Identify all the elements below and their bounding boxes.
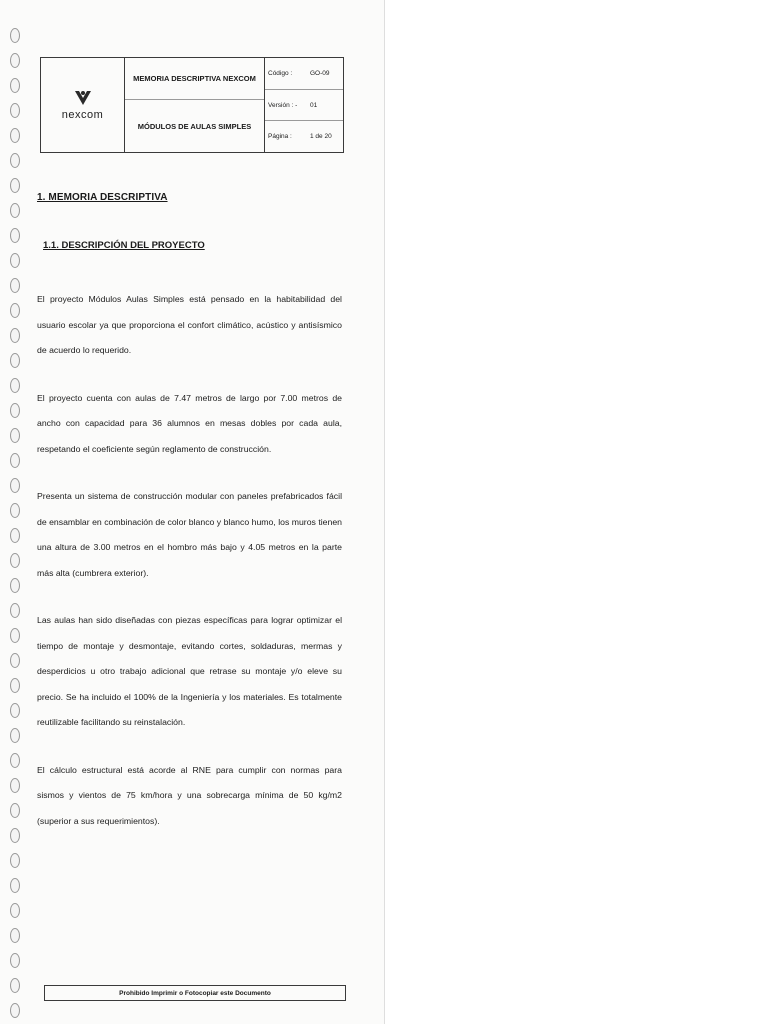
binder-ring-icon [10, 228, 20, 243]
logo-cell [41, 58, 125, 152]
binder-ring-icon [10, 453, 20, 468]
binder-ring-icon [10, 253, 20, 268]
binder-ring-icon [10, 503, 20, 518]
binder-ring-icon [10, 778, 20, 793]
binder-ring-icon [10, 428, 20, 443]
code-value: GO-09 [310, 69, 330, 77]
page-row [265, 121, 343, 152]
subsection-heading: 1.1. DESCRIPCIÓN DEL PROYECTO [43, 240, 205, 251]
paragraph: Las aulas han sido diseñadas con piezas específicas para lograr optimizar el tiempo de montaje y desmontaje, evitando cortes, soldaduras, mermas y desperdicios u otro trabajo adicional que retrase su montaje y/o eleve su precio. Se ha incluido el 100% de la Ingeniería y los materiales. Es totalmente reutilizable facilitando su reinstalación. [37, 615, 342, 727]
paragraph: El cálculo estructural está acorde al RNE para cumplir con normas para sismos y vientos de 75 km/hora y una sobrecarga mínima de 50 kg/m2 (superior a sus requerimientos). [37, 764, 342, 826]
code-row [265, 58, 343, 90]
binder-rings [10, 28, 24, 1018]
binder-ring-icon [10, 403, 20, 418]
blank-facing-page [385, 0, 768, 1024]
version-row [265, 90, 343, 122]
title-cell [125, 58, 265, 152]
binder-ring-icon [10, 953, 20, 968]
section-heading: 1. MEMORIA DESCRIPTIVA [37, 192, 168, 203]
binder-ring-icon [10, 553, 20, 568]
binder-ring-icon [10, 803, 20, 818]
binder-ring-icon [10, 528, 20, 543]
logo-text: nexcom [61, 109, 104, 121]
page-value: 1 de 20 [310, 133, 332, 141]
binder-ring-icon [10, 378, 20, 393]
binder-ring-icon [10, 128, 20, 143]
binder-ring-icon [10, 728, 20, 743]
paragraph: El proyecto Módulos Aulas Simples está pensado en la habitabilidad del usuario escolar ya que proporciona el confort climático, acústico y antisísmico de acuerdo lo requerido. [37, 294, 342, 355]
binder-ring-icon [10, 928, 20, 943]
binder-ring-icon [10, 653, 20, 668]
binder-ring-icon [10, 203, 20, 218]
binder-ring-icon [10, 628, 20, 643]
binder-ring-icon [10, 53, 20, 68]
nexcom-logo-icon [72, 89, 94, 107]
binder-ring-icon [10, 978, 20, 993]
paragraph: Presenta un sistema de construcción modular con paneles prefabricados fácil de ensamblar en combinación de color blanco y blanco humo, los muros tienen una altura de 3.00 metros en el hombro más bajo y 4.05 metros en la parte más alta (cumbrera exterior). [37, 491, 342, 578]
binder-ring-icon [10, 103, 20, 118]
binder-ring-icon [10, 353, 20, 368]
binder-ring-icon [10, 903, 20, 918]
binder-ring-icon [10, 278, 20, 293]
binder-ring-icon [10, 853, 20, 868]
document-header-table [40, 57, 344, 153]
binder-ring-icon [10, 878, 20, 893]
document-body [37, 192, 342, 856]
version-value: 01 [310, 101, 318, 109]
document-subtitle: MÓDULOS DE AULAS SIMPLES [137, 121, 252, 131]
version-label: Versión : - [268, 101, 298, 109]
binder-ring-icon [10, 578, 20, 593]
code-label: Código : [268, 69, 293, 77]
binder-ring-icon [10, 153, 20, 168]
footer-notice: Prohibido Imprimir o Fotocopiar este Documento [44, 985, 346, 1001]
binder-ring-icon [10, 753, 20, 768]
binder-ring-icon [10, 178, 20, 193]
meta-cell [265, 58, 343, 152]
binder-ring-icon [10, 328, 20, 343]
binder-ring-icon [10, 828, 20, 843]
binder-ring-icon [10, 478, 20, 493]
binder-ring-icon [10, 678, 20, 693]
page-label: Página : [268, 133, 292, 141]
binder-ring-icon [10, 78, 20, 93]
document-title: MEMORIA DESCRIPTIVA NEXCOM [125, 58, 264, 100]
paragraph: El proyecto cuenta con aulas de 7.47 metros de largo por 7.00 metros de ancho con capacidad para 36 alumnos en mesas dobles por cada aula, respetando el coeficiente según reglamento de construcción. [37, 392, 342, 454]
binder-ring-icon [10, 603, 20, 618]
binder-ring-icon [10, 703, 20, 718]
binder-ring-icon [10, 28, 20, 43]
binder-ring-icon [10, 303, 20, 318]
binder-ring-icon [10, 1003, 20, 1018]
